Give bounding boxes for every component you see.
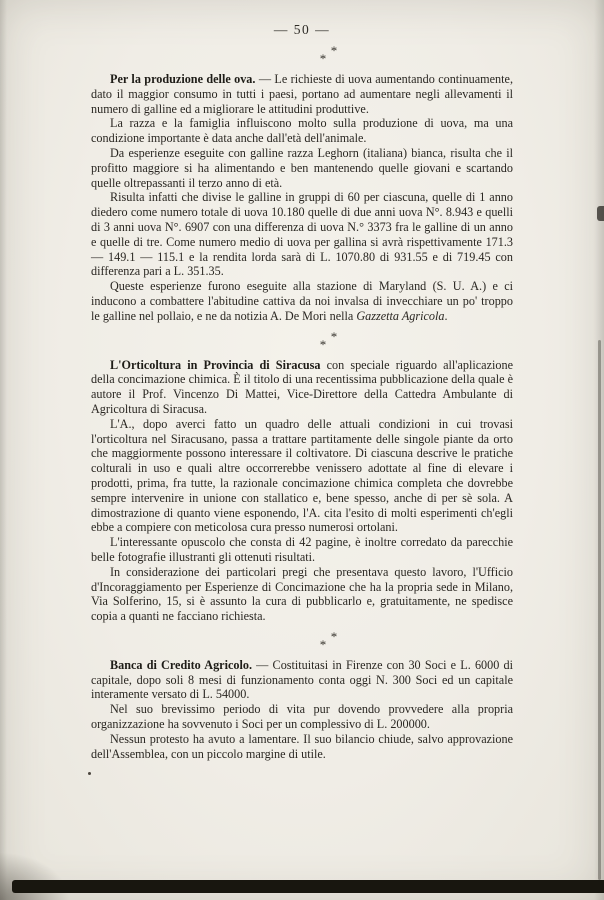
paragraph-text: .	[444, 308, 448, 323]
paragraph: L'A., dopo averci fatto un quadro delle attuali condizioni in cui trovasi l'orticoltura nel Siracusano, passa a trattare partitamente delle singole piante da orto che maggiormente possono interessare il coltivatore. Di ciascuna descrive le pratiche colturali in uso e quali altre occorrerebbe venissero adottate al fine di elevare i prodotti, prima, fra tutte, la razionale concimazione chimica completa che dovrebbe sempre intervenire in unione con stallatico e, bene spesso, anche di per sè sola. A dimostrazione di quanto viene esponendo, l'A. cita l'esito di molti esperimenti ch'egli ebbe a compiere con meticolosa cura presso numerosi ortolani.	[91, 416, 513, 535]
paragraph: La razza e la famiglia influiscono molto sulla produzione di uova, ma una condizione importante è data anche dall'età dell'animale.	[91, 116, 513, 146]
asterisk-ornament: *	[319, 636, 327, 652]
paragraph: Risulta infatti che divise le galline in gruppi di 60 per ciascuna, quelle di 1 anno diedero come numero totale di uova 10.180 quelle di due anni uova N°. 8.943 e quelli di 3 anni uova N°. 6907 con una differenza di uova N.° 3373 fra le galline di un anno e quelle di tre. Come numero medio di uova per gallina si avrà rispettivamente 171.3 — 149.1 — 115.1 e la rendita lorda sarà di L. 1070.80 di 931.55 e di 719.45 con differenza pari a L. 351.35.	[91, 190, 513, 279]
asterisk-ornament: *	[319, 51, 327, 66]
paragraph: In considerazione dei particolari pregi che presentava questo lavoro, l'Ufficio d'Incoraggiamento per Esperienze di Concimazione che ha la propria sede in Milano, Via Solferino, 15, si è assunto la cura di pubblicarlo e, gratuitamente, ne spedisce copia a quanti ne facciano richiesta.	[91, 564, 513, 624]
paragraph: Da esperienze eseguite con galline razza Leghorn (italiana) bianca, risulta che il profitto maggiore si ha alimentando e ben mantenendo quelle giovani e scartando quelle oltrepassanti il terzo anno di età.	[91, 145, 513, 190]
paragraph: L'interessante opuscolo che consta di 42 pagine, è inoltre corredato da parecchie belle fotografie illustranti gli ottenuti risultati.	[91, 535, 513, 564]
page-content	[91, 43, 513, 761]
paragraph-text: — Le richieste di uova aumentando continuamente, dato il maggior consumo in tutti i paesi, portano ad aumentare negli allevamenti il numero di galline ed a migliorare le attitudini produttive.	[91, 72, 513, 116]
asterisk-ornament: *	[319, 336, 327, 352]
section-separator	[143, 628, 513, 652]
section-separator	[143, 328, 513, 352]
paragraph: Nel suo brevissimo periodo di vita pur dovendo provvedere alla propria organizzazione ha sovvenuto i Soci per un complessivo di L. 200000.	[91, 702, 513, 732]
asterisk-ornament: *	[330, 628, 338, 644]
scan-artifact-right-line	[598, 340, 601, 880]
asterisk-ornament: *	[330, 328, 338, 344]
scan-artifact-bottom-bar	[12, 880, 604, 893]
scan-edge-shadow-left	[0, 0, 7, 900]
journal-title: Gazzetta Agricola	[356, 308, 445, 323]
paragraph-lead	[91, 72, 513, 116]
paragraph-lead	[91, 658, 513, 702]
ink-speck	[88, 772, 91, 775]
section-produzione-ova	[91, 72, 513, 324]
section-title: Per la produzione delle ova.	[110, 72, 256, 86]
paragraph	[91, 279, 513, 323]
paragraph-text: — Costituitasi in Firenze con 30 Soci e L. 6000 di capitale, dopo soli 8 mesi di funzionamento conta oggi N. 300 Soci ed un capitale interamente versato di L. 54000.	[91, 657, 513, 702]
page-number: — 50 —	[273, 22, 331, 37]
section-separator	[143, 43, 513, 66]
section-banca-credito	[91, 658, 513, 762]
paragraph-text: con speciale riguardo all'aplicazione della concimazione chimica. È il titolo di una recentissima pubblicazione della quale è autore il Prof. Vincenzo Di Mattei, Vice-Direttore della Cattedra Ambulante di Agricoltura di Siracusa.	[91, 357, 513, 416]
section-orticoltura-siracusa	[91, 358, 513, 624]
asterisk-ornament: *	[330, 43, 338, 58]
scan-artifact-right-tick	[597, 206, 604, 221]
paragraph-text: Queste esperienze furono eseguite alla stazione di Maryland (S. U. A.) e ci inducono a combattere l'abitudine cattiva da noi invalsa di invecchiare un po' troppo le galline nel pollaio, e ne da notizia A. De Mori nella	[91, 279, 513, 323]
paragraph-lead	[91, 358, 513, 417]
section-title: L'Orticoltura in Provincia di Siracusa	[110, 357, 321, 372]
paragraph: Nessun protesto ha avuto a lamentare. Il suo bilancio chiude, salvo approvazione dell'Assemblea, con un piccolo margine di utile.	[91, 731, 513, 761]
section-title: Banca di Credito Agricolo.	[110, 657, 252, 672]
